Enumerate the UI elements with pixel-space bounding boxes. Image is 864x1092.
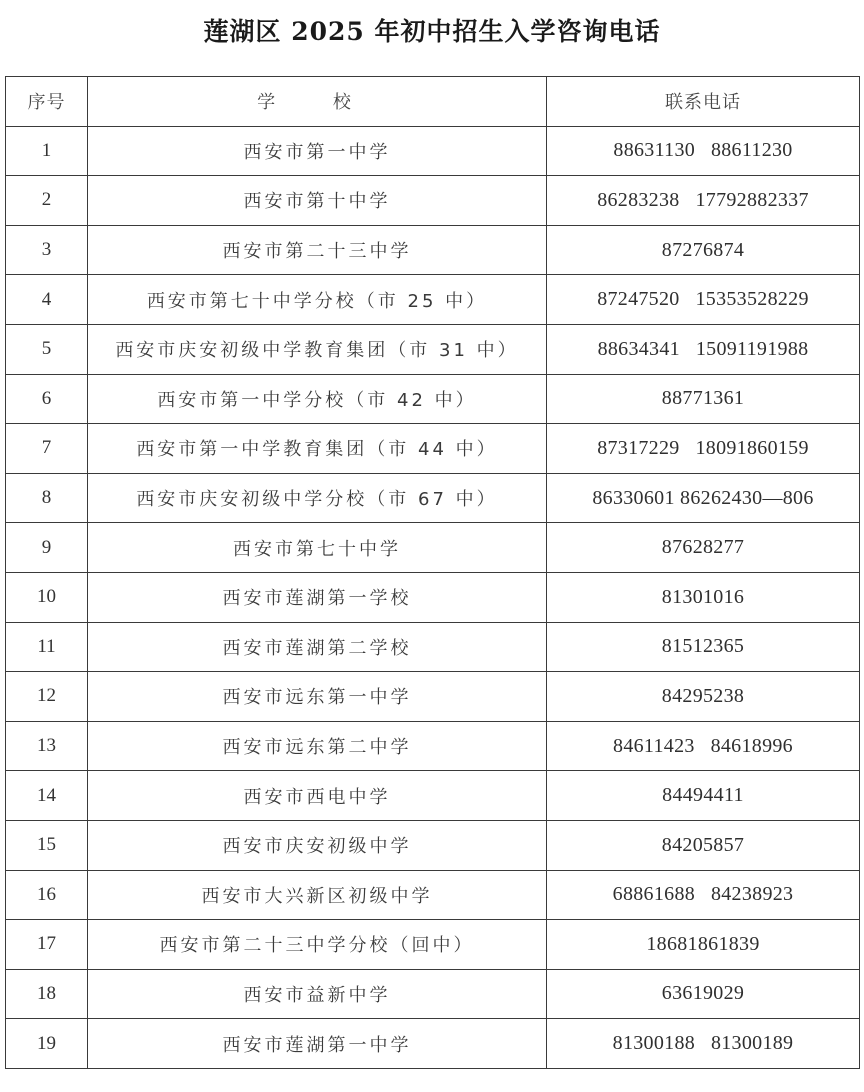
row-phone: 87628277 xyxy=(547,523,860,573)
table-header-row xyxy=(6,77,860,127)
row-seq: 16 xyxy=(6,870,88,920)
row-school: 西安市庆安初级中学 xyxy=(88,820,547,870)
row-phone: 68861688 84238923 xyxy=(547,870,860,920)
row-seq: 9 xyxy=(6,523,88,573)
table-row xyxy=(6,969,860,1019)
table-row xyxy=(6,721,860,771)
row-phone: 87276874 xyxy=(547,225,860,275)
row-school: 西安市远东第一中学 xyxy=(88,672,547,722)
row-seq: 7 xyxy=(6,424,88,474)
row-seq: 2 xyxy=(6,176,88,226)
table-row xyxy=(6,473,860,523)
table-row xyxy=(6,820,860,870)
table-row xyxy=(6,672,860,722)
row-phone: 86283238 17792882337 xyxy=(547,176,860,226)
row-seq: 19 xyxy=(6,1019,88,1069)
row-school: 西安市莲湖第一学校 xyxy=(88,572,547,622)
table-body xyxy=(6,126,860,1068)
row-school: 西安市第一中学分校（市 42 中） xyxy=(88,374,547,424)
row-seq: 12 xyxy=(6,672,88,722)
row-phone: 88771361 xyxy=(547,374,860,424)
row-phone: 86330601 86262430—806 xyxy=(547,473,860,523)
row-seq: 17 xyxy=(6,920,88,970)
header-school-label: 学 校 xyxy=(257,92,377,114)
table-row xyxy=(6,374,860,424)
row-seq: 13 xyxy=(6,721,88,771)
row-school: 西安市西电中学 xyxy=(88,771,547,821)
row-phone: 84295238 xyxy=(547,672,860,722)
row-seq: 10 xyxy=(6,572,88,622)
row-school: 西安市第一中学 xyxy=(88,126,547,176)
table-row xyxy=(6,126,860,176)
row-school: 西安市庆安初级中学分校（市 67 中） xyxy=(88,473,547,523)
row-seq: 4 xyxy=(6,275,88,325)
header-phone: 联系电话 xyxy=(547,77,860,127)
row-seq: 6 xyxy=(6,374,88,424)
table-row xyxy=(6,920,860,970)
row-seq: 1 xyxy=(6,126,88,176)
row-phone: 88634341 15091191988 xyxy=(547,324,860,374)
row-seq: 15 xyxy=(6,820,88,870)
row-seq: 18 xyxy=(6,969,88,1019)
row-school: 西安市第一中学教育集团（市 44 中） xyxy=(88,424,547,474)
row-school: 西安市莲湖第二学校 xyxy=(88,622,547,672)
row-phone: 88631130 88611230 xyxy=(547,126,860,176)
row-school: 西安市益新中学 xyxy=(88,969,547,1019)
row-phone: 81300188 81300189 xyxy=(547,1019,860,1069)
row-phone: 84611423 84618996 xyxy=(547,721,860,771)
table-row xyxy=(6,572,860,622)
row-school: 西安市第二十三中学 xyxy=(88,225,547,275)
page-title: 莲湖区 2025 年初中招生入学咨询电话 xyxy=(203,17,661,46)
row-phone: 81512365 xyxy=(547,622,860,672)
header-seq: 序号 xyxy=(6,77,88,127)
row-phone: 84494411 xyxy=(547,771,860,821)
table-row xyxy=(6,622,860,672)
row-phone: 81301016 xyxy=(547,572,860,622)
row-phone: 63619029 xyxy=(547,969,860,1019)
table-row xyxy=(6,275,860,325)
table-row xyxy=(6,424,860,474)
row-phone: 84205857 xyxy=(547,820,860,870)
phone-directory-table xyxy=(5,76,860,1069)
row-school: 西安市第七十中学 xyxy=(88,523,547,573)
row-school: 西安市莲湖第一中学 xyxy=(88,1019,547,1069)
row-school: 西安市第二十三中学分校（回中） xyxy=(88,920,547,970)
table-row xyxy=(6,324,860,374)
table-row xyxy=(6,225,860,275)
row-seq: 11 xyxy=(6,622,88,672)
row-seq: 8 xyxy=(6,473,88,523)
table-row xyxy=(6,176,860,226)
row-phone: 87317229 18091860159 xyxy=(547,424,860,474)
row-seq: 14 xyxy=(6,771,88,821)
row-school: 西安市第十中学 xyxy=(88,176,547,226)
row-school: 西安市第七十中学分校（市 25 中） xyxy=(88,275,547,325)
table-row xyxy=(6,1019,860,1069)
row-phone: 18681861839 xyxy=(547,920,860,970)
row-seq: 3 xyxy=(6,225,88,275)
row-school: 西安市远东第二中学 xyxy=(88,721,547,771)
row-phone: 87247520 15353528229 xyxy=(547,275,860,325)
row-seq: 5 xyxy=(6,324,88,374)
header-school xyxy=(88,77,547,127)
table-row xyxy=(6,523,860,573)
table-row xyxy=(6,771,860,821)
row-school: 西安市庆安初级中学教育集团（市 31 中） xyxy=(88,324,547,374)
row-school: 西安市大兴新区初级中学 xyxy=(88,870,547,920)
table-row xyxy=(6,870,860,920)
